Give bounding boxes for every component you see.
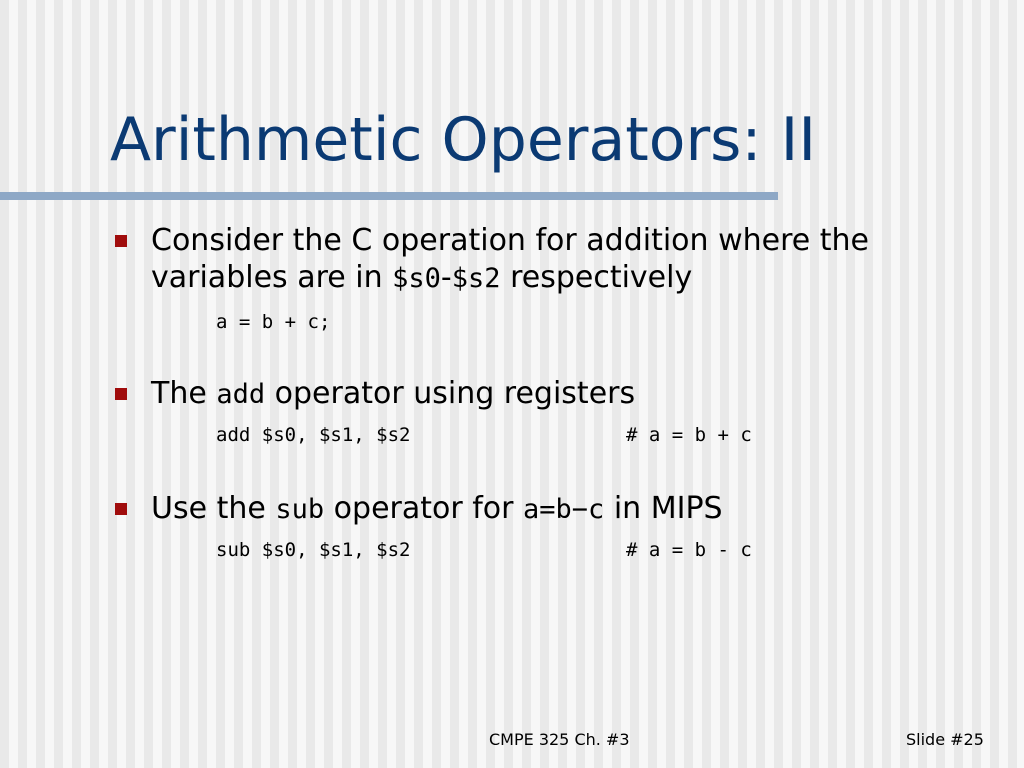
expression: a=b−c (523, 494, 605, 525)
footer-course-label: CMPE 325 Ch. #3 (489, 730, 630, 749)
footer-slide-number: Slide #25 (906, 730, 984, 749)
bullet-text (151, 222, 991, 297)
instruction-name: add (216, 379, 266, 410)
code-example: a = b + c; (216, 311, 331, 333)
code-comment: # a = b + c (626, 424, 752, 446)
bullet-text-segment: Consider the C operation for addition where the variables are in (151, 223, 869, 295)
square-bullet-icon (115, 388, 127, 400)
bullet-text-segment: in MIPS (604, 491, 723, 526)
code-comment: # a = b - c (626, 539, 752, 561)
code-example: sub $s0, $s1, $s2 (216, 539, 411, 561)
bullet-text (151, 375, 991, 413)
code-example: add $s0, $s1, $s2 (216, 424, 411, 446)
bullet-text-segment: Use the (151, 491, 276, 526)
bullet-text (151, 490, 991, 528)
bullet-text-segment: operator using registers (265, 376, 636, 411)
instruction-name: sub (275, 494, 325, 525)
slide-title: Arithmetic Operators: II (110, 105, 817, 175)
square-bullet-icon (115, 235, 127, 247)
bullet-text-segment: respectively (500, 260, 693, 295)
register-name: $s2 (451, 263, 501, 294)
register-name: $s0 (392, 263, 441, 294)
bullet-text-segment: The (151, 376, 217, 411)
bullet-text-segment: - (440, 260, 452, 295)
square-bullet-icon (115, 503, 127, 515)
bullet-text-segment: operator for (324, 491, 524, 526)
